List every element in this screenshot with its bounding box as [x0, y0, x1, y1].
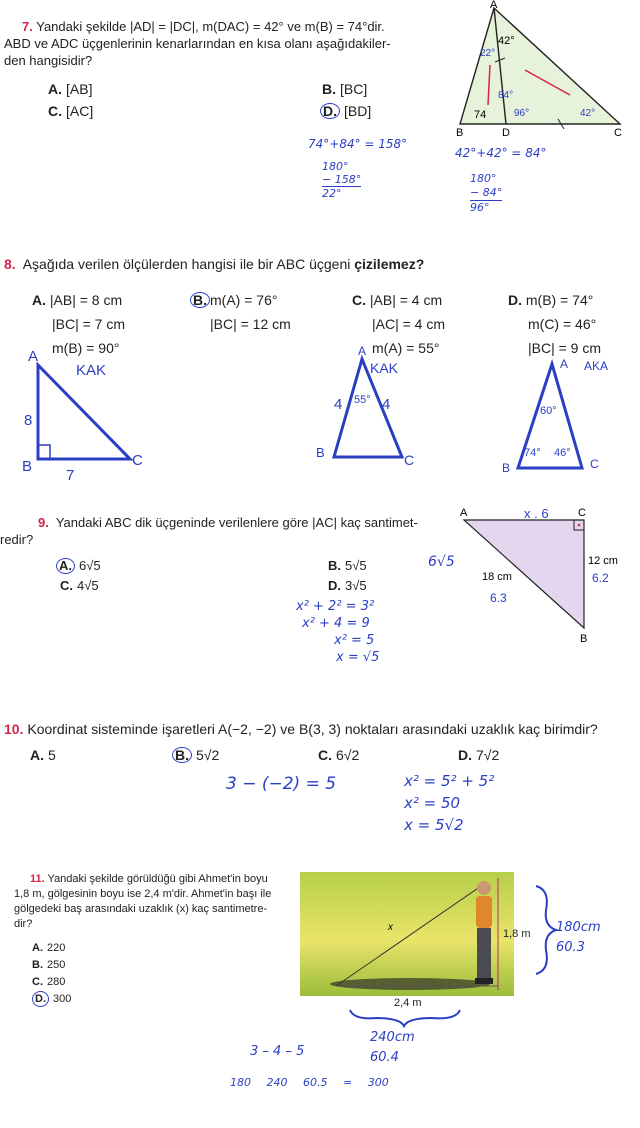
q7-text	[4, 18, 434, 69]
q8-question: Aşağıda verilen ölçülerden hangisi ile bir ABC üçgeni	[22, 256, 351, 272]
svg-text:B: B	[316, 445, 325, 460]
svg-text:8: 8	[24, 412, 33, 429]
q8-hw-triangle-a	[20, 345, 160, 485]
q7-option-a[interactable]: A. [AB]	[48, 81, 93, 97]
q11-number: 11.	[30, 873, 45, 885]
q7-hw-subtraction-1: 180° − 158° 22°	[322, 160, 362, 200]
q9-option-a[interactable]: A. 6√5	[56, 557, 101, 574]
svg-text:12 cm: 12 cm	[588, 555, 618, 567]
q7-line2: ABD ve ADC üçgenlerinin kenarlarından en kısa olanı aşağıdakiler-	[4, 36, 391, 51]
svg-text:AKA: AKA	[584, 359, 609, 373]
svg-text:55°: 55°	[354, 394, 371, 406]
svg-text:B: B	[502, 461, 511, 475]
svg-text:A: A	[460, 507, 468, 519]
q10-option-c[interactable]: C. 6√2	[318, 747, 360, 763]
q10-hw-steps: x² = 5² + 5² x² = 50 x = 5√2	[404, 772, 495, 834]
q9-number: 9.	[38, 515, 49, 530]
q11-option-c[interactable]: C. 280	[32, 976, 66, 988]
q8-option-d[interactable]: D. m(B) = 74° m(C) = 46° |BC| = 9 cm	[508, 292, 602, 356]
q7-angle-b: 74	[474, 109, 487, 121]
svg-text:B: B	[22, 458, 33, 475]
q11-label-x: x	[388, 922, 393, 933]
q7-label-a: A	[490, 0, 498, 11]
q10-hw-difference: 3 − (−2) = 5	[226, 774, 337, 794]
svg-text:B: B	[580, 633, 588, 645]
q9-option-b[interactable]: B. 5√5	[328, 558, 367, 573]
svg-text:KAK: KAK	[76, 362, 107, 379]
q7-option-c[interactable]: C. [AC]	[48, 103, 94, 119]
q10-number: 10.	[4, 721, 24, 737]
q8-text	[4, 255, 424, 274]
q9-hw-steps: x² + 2² = 3² x² + 4 = 9 x² = 5 x = √5	[296, 599, 380, 665]
q9-triangle-figure	[450, 500, 640, 650]
q9-option-c[interactable]: C. 4√5	[60, 578, 99, 593]
q7-line1: Yandaki şekilde |AD| = |DC|, m(DAC) = 42° ve m(B) = 74°dir.	[36, 19, 385, 34]
q11-shadow-figure	[300, 872, 520, 997]
q11-option-b[interactable]: B. 250	[32, 959, 66, 971]
q7-hw-sum: 74°+84° = 158°	[308, 137, 408, 151]
q11-hw-values: 180 240 60.5 = 300	[230, 1076, 389, 1089]
q8-option-a[interactable]: A. |AB| = 8 cm |BC| = 7 cm m(B) = 90°	[32, 292, 126, 356]
q11-label-height: 1,8 m	[503, 928, 531, 940]
q11-option-d[interactable]: D. 300	[32, 991, 71, 1008]
q7-hw-angle-84: 84°	[498, 90, 514, 101]
q8-hw-triangle-d	[490, 350, 640, 480]
svg-text:18 cm: 18 cm	[482, 571, 512, 583]
q8-option-c[interactable]: C. |AB| = 4 cm |AC| = 4 cm m(A) = 55°	[352, 292, 446, 356]
q7-hw-sum-2: 42°+42° = 84°	[455, 146, 547, 160]
q10-option-a[interactable]: A. 5	[30, 747, 56, 763]
svg-text:A: A	[28, 348, 39, 365]
svg-text:A: A	[560, 357, 569, 371]
q9-option-d[interactable]: D. 3√5	[328, 578, 367, 593]
q11-hw-height: 180cm 60.3	[556, 920, 601, 955]
q7-label-b: B	[456, 127, 464, 139]
svg-text:C: C	[132, 452, 143, 469]
q7-option-d[interactable]: D. [BD]	[320, 102, 371, 121]
q11-shadow	[330, 978, 490, 990]
q11-options	[32, 940, 71, 1008]
svg-text:C: C	[578, 507, 586, 519]
svg-text:4: 4	[334, 396, 343, 413]
q7-hw-angle-22: 22°	[480, 48, 496, 59]
q8-option-b[interactable]: B. m(A) = 76° |BC| = 12 cm	[190, 288, 291, 336]
q8-hw-triangle-c	[310, 345, 440, 475]
q11-hw-brace-bottom	[346, 1006, 466, 1030]
q7-option-b[interactable]: B. [BC]	[322, 81, 368, 97]
q7-triangle-abc	[460, 8, 620, 124]
svg-text:46°: 46°	[554, 447, 571, 459]
q7-hw-subtraction-2: 180° − 84° 96°	[470, 172, 503, 214]
svg-text:6.2: 6.2	[592, 571, 609, 585]
q11-option-a[interactable]: A. 220	[32, 942, 66, 954]
svg-text:6.3: 6.3	[490, 591, 507, 605]
q7-triangle-figure	[440, 0, 640, 140]
q8-question-bold: çizilemez?	[354, 256, 425, 272]
q7-angle-a: 42°	[498, 35, 515, 47]
q11-text: 11. Yandaki şekilde görüldüğü gibi Ahmet'in boyu 1,8 m, gölgesinin boyu ise 2,4 m'dir. Ahmet'in başı ile gölgedeki baş arasındaki uzaklık (x) kaç santimetre- dir?	[14, 873, 272, 930]
svg-text:C: C	[590, 457, 599, 471]
q10-option-d[interactable]: D. 7√2	[458, 747, 500, 763]
q11-label-shadow: 2,4 m	[394, 997, 422, 1009]
q11-hw-ratio: 3 – 4 – 5	[250, 1044, 305, 1059]
svg-text:60°: 60°	[540, 405, 557, 417]
svg-text:x . 6: x . 6	[524, 506, 549, 521]
svg-text:4: 4	[382, 396, 391, 413]
svg-text:C: C	[404, 452, 415, 468]
q7-line3: den hangisidir?	[4, 53, 93, 68]
svg-text:KAK: KAK	[370, 360, 399, 376]
q11-hw-shadow: 240cm 60.4	[370, 1030, 415, 1065]
q10-option-b[interactable]: B. 5√2	[172, 746, 219, 765]
q7-hw-angle-96: 96°	[514, 108, 530, 119]
q9-text: 9. Yandaki ABC dik üçgeninde verilenlere göre |AC| kaç santimet- redir?	[0, 515, 418, 547]
q7-number: 7.	[22, 19, 33, 34]
q7-hw-angle-42: 42°	[580, 108, 596, 119]
q9-hw-answer: 6√5	[428, 554, 455, 570]
q10-text: 10. Koordinat sisteminde işaretleri A(−2, −2) ve B(3, 3) noktaları arasındaki uzaklık kaç birimdir?	[4, 721, 598, 737]
svg-text:74°: 74°	[524, 447, 541, 459]
svg-text:A: A	[358, 345, 367, 358]
q8-number: 8.	[4, 256, 16, 272]
q7-label-c: C	[614, 127, 622, 139]
svg-text:7: 7	[66, 467, 75, 484]
q7-label-d: D	[502, 127, 510, 139]
